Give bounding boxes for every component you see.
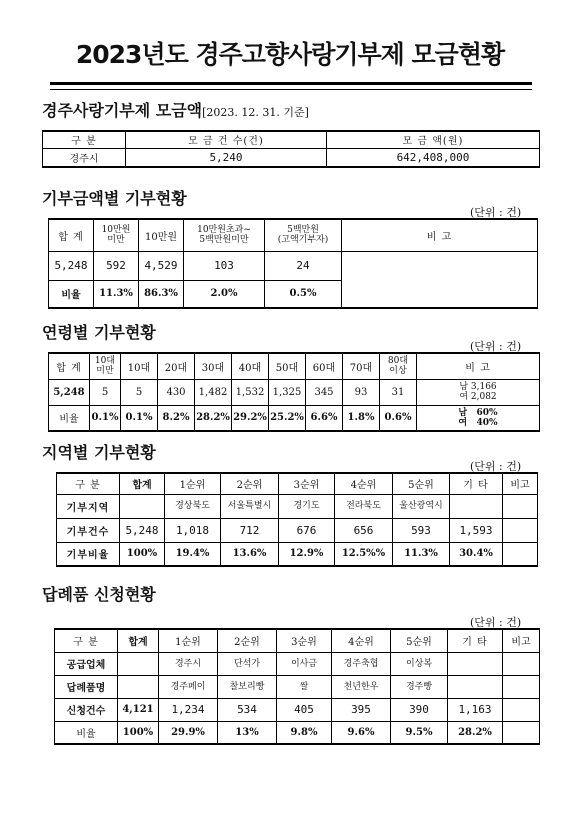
section-region-unit: (단위 : 건) [470,460,522,473]
section-total-heading [42,98,309,121]
amount-remark [342,251,538,308]
total-header-amount: 모 금 액(원) [327,131,540,148]
age-gender-ratio [417,405,540,431]
gift-ratio-label: 비율 [55,721,118,744]
amount-header-500: 5백만원 (고액기부자) [265,219,342,251]
gift-count-rank3: 405 [277,698,332,721]
gift-name-total [118,675,159,698]
gift-header-rank1: 1순위 [159,629,218,652]
region-count-rank1: 1,018 [165,518,221,542]
region-rank4-name: 전라북도 [335,494,393,518]
section-gift-heading: 답례품 신청현황 [42,585,156,604]
total-header-count: 모 금 건 수(건) [126,131,327,148]
region-count-rank3: 676 [279,518,335,542]
age-header-20s: 20대 [158,353,195,379]
region-header-rank5: 5순위 [393,473,450,494]
gift-supplier-rank1: 경주시 [159,652,218,675]
region-ratio-rank5: 11.3% [393,542,450,566]
gift-name-rank4: 천년한우 [332,675,391,698]
age-ratio-20s: 8.2% [158,405,195,431]
region-row-label: 기부지역 [57,494,120,518]
section-amount-unit: (단위 : 건) [470,206,522,219]
amount-header-under10: 10만원 미만 [94,219,139,251]
gift-ratio-rank3: 9.8% [277,721,332,744]
region-ratio-total: 100% [120,542,165,566]
age-ratio-80plus: 0.6% [380,405,417,431]
age-ratio-70s: 1.8% [343,405,380,431]
amount-10to500: 103 [184,251,265,280]
age-10s: 5 [121,379,158,405]
gift-count-label: 신청건수 [55,698,118,721]
age-header-total: 합 계 [49,353,90,379]
section-age-heading: 연령별 기부현황 [42,323,156,342]
gift-table [54,628,540,745]
gift-header-rank4: 4순위 [332,629,391,652]
gift-name-label: 답례품명 [55,675,118,698]
region-header-other: 기 타 [450,473,503,494]
region-count-other: 1,593 [450,518,503,542]
section-amount-heading: 기부금액별 기부현황 [42,189,187,208]
age-50s: 1,325 [269,379,306,405]
gift-header-other: 기 타 [448,629,503,652]
age-ratio-50s: 25.2% [269,405,306,431]
age-ratio-label: 비율 [49,405,90,431]
region-ratio-other: 30.4% [450,542,503,566]
region-rank3-name: 경기도 [279,494,335,518]
region-header-remark: 비고 [503,473,538,494]
amount-ratio-label: 비율 [49,280,94,308]
amount-ratio-10: 86.3% [139,280,184,308]
region-rank1-name: 경상북도 [165,494,221,518]
region-count-total: 5,248 [120,518,165,542]
age-header-80plus: 80대 이상 [380,353,417,379]
region-count-rank4: 656 [335,518,393,542]
region-ratio-rank4: 12.5%% [335,542,393,566]
amount-header-10to500: 10만원초과~ 5백만원미만 [184,219,265,251]
amount-500: 24 [265,251,342,280]
gift-supplier-total [118,652,159,675]
gift-supplier-rank5: 이상복 [391,652,448,675]
region-header-rank4: 4순위 [335,473,393,494]
region-count-rank5: 593 [393,518,450,542]
age-male-ratio: 남 60% [458,407,498,418]
age-70s: 93 [343,379,380,405]
gift-supplier-rank3: 이사금 [277,652,332,675]
age-male-count: 남 3,166 [459,382,497,392]
page-title: 2023년도 경주고향사랑기부제 모금현황 [75,40,505,69]
gift-header-rank5: 5순위 [391,629,448,652]
section-total-date: [2023. 12. 31. 기준] [202,106,309,119]
gift-supplier-other [448,652,503,675]
age-30s: 1,482 [195,379,232,405]
gift-ratio-total: 100% [118,721,159,744]
age-ratio-10s: 0.1% [121,405,158,431]
title-underline [50,82,532,90]
page-title-wrap [0,40,580,70]
gift-header-rank3: 3순위 [277,629,332,652]
age-header-60s: 60대 [306,353,343,379]
gift-header-remark: 비고 [503,629,540,652]
region-ratio-label: 기부비율 [57,542,120,566]
gift-supplier-remark [503,652,540,675]
age-table [48,352,540,432]
gift-ratio-rank1: 29.9% [159,721,218,744]
gift-count-rank5: 390 [391,698,448,721]
region-header-rank3: 3순위 [279,473,335,494]
age-20s: 430 [158,379,195,405]
age-gender-count [417,379,540,405]
gift-count-rank2: 534 [218,698,277,721]
age-40s: 1,532 [232,379,269,405]
total-city: 경주시 [43,148,126,167]
region-header-rank2: 2순위 [221,473,279,494]
age-header-70s: 70대 [343,353,380,379]
total-header-category: 구 분 [43,131,126,148]
region-rank2-name: 서울특별시 [221,494,279,518]
amount-header-remark: 비 고 [342,219,538,251]
region-table [56,472,538,567]
age-60s: 345 [306,379,343,405]
total-table [42,130,540,168]
amount-ratio-under10: 11.3% [94,280,139,308]
section-total-title: 경주사랑기부제 모금액 [42,101,203,120]
region-count-label: 기부건수 [57,518,120,542]
age-ratio-under10: 0.1% [90,405,121,431]
region-other-name [450,494,503,518]
age-80plus: 31 [380,379,417,405]
region-count-rank2: 712 [221,518,279,542]
amount-under10: 592 [94,251,139,280]
region-row-total [120,494,165,518]
region-ratio-remark [503,542,538,566]
region-ratio-rank1: 19.4% [165,542,221,566]
amount-header-10: 10만원 [139,219,184,251]
gift-count-remark [503,698,540,721]
region-remark [503,494,538,518]
amount-ratio-500: 0.5% [265,280,342,308]
gift-header-category: 구 분 [55,629,118,652]
region-header-category: 구 분 [57,473,120,494]
age-total: 5,248 [49,379,90,405]
gift-ratio-remark [503,721,540,744]
age-header-remark: 비 고 [417,353,540,379]
region-header-rank1: 1순위 [165,473,221,494]
region-ratio-rank3: 12.9% [279,542,335,566]
gift-name-other [448,675,503,698]
gift-supplier-rank4: 경주축협 [332,652,391,675]
age-female-ratio: 여 40% [458,417,498,428]
gift-count-total: 4,121 [118,698,159,721]
gift-name-rank5: 경주빵 [391,675,448,698]
age-female-count: 여 2,082 [459,392,497,402]
gift-header-rank2: 2순위 [218,629,277,652]
region-rank5-name: 울산광역시 [393,494,450,518]
region-count-remark [503,518,538,542]
total-amount: 642,408,000 [327,148,540,167]
gift-ratio-rank5: 9.5% [391,721,448,744]
gift-name-rank1: 경주페이 [159,675,218,698]
section-region-heading: 지역별 기부현황 [42,443,156,462]
gift-header-total: 합계 [118,629,159,652]
age-under10: 5 [90,379,121,405]
age-header-50s: 50대 [269,353,306,379]
age-ratio-40s: 29.2% [232,405,269,431]
gift-supplier-rank2: 단석가 [218,652,277,675]
gift-ratio-other: 28.2% [448,721,503,744]
amount-10: 4,529 [139,251,184,280]
total-count: 5,240 [126,148,327,167]
gift-name-rank2: 찰보리빵 [218,675,277,698]
age-ratio-30s: 28.2% [195,405,232,431]
region-ratio-rank2: 13.6% [221,542,279,566]
age-header-under10: 10대 미만 [90,353,121,379]
section-gift-unit: (단위 : 건) [470,616,522,629]
gift-ratio-rank2: 13% [218,721,277,744]
age-ratio-60s: 6.6% [306,405,343,431]
amount-header-total: 합 계 [49,219,94,251]
gift-name-rank3: 쌀 [277,675,332,698]
age-header-10s: 10대 [121,353,158,379]
gift-count-rank4: 395 [332,698,391,721]
gift-ratio-rank4: 9.6% [332,721,391,744]
age-header-40s: 40대 [232,353,269,379]
amount-total: 5,248 [49,251,94,280]
amount-ratio-10to500: 2.0% [184,280,265,308]
gift-count-other: 1,163 [448,698,503,721]
gift-supplier-label: 공급업체 [55,652,118,675]
gift-count-rank1: 1,234 [159,698,218,721]
region-header-total: 합계 [120,473,165,494]
age-header-30s: 30대 [195,353,232,379]
gift-name-remark [503,675,540,698]
section-age-unit: (단위 : 건) [470,340,522,353]
amount-table [48,218,538,309]
